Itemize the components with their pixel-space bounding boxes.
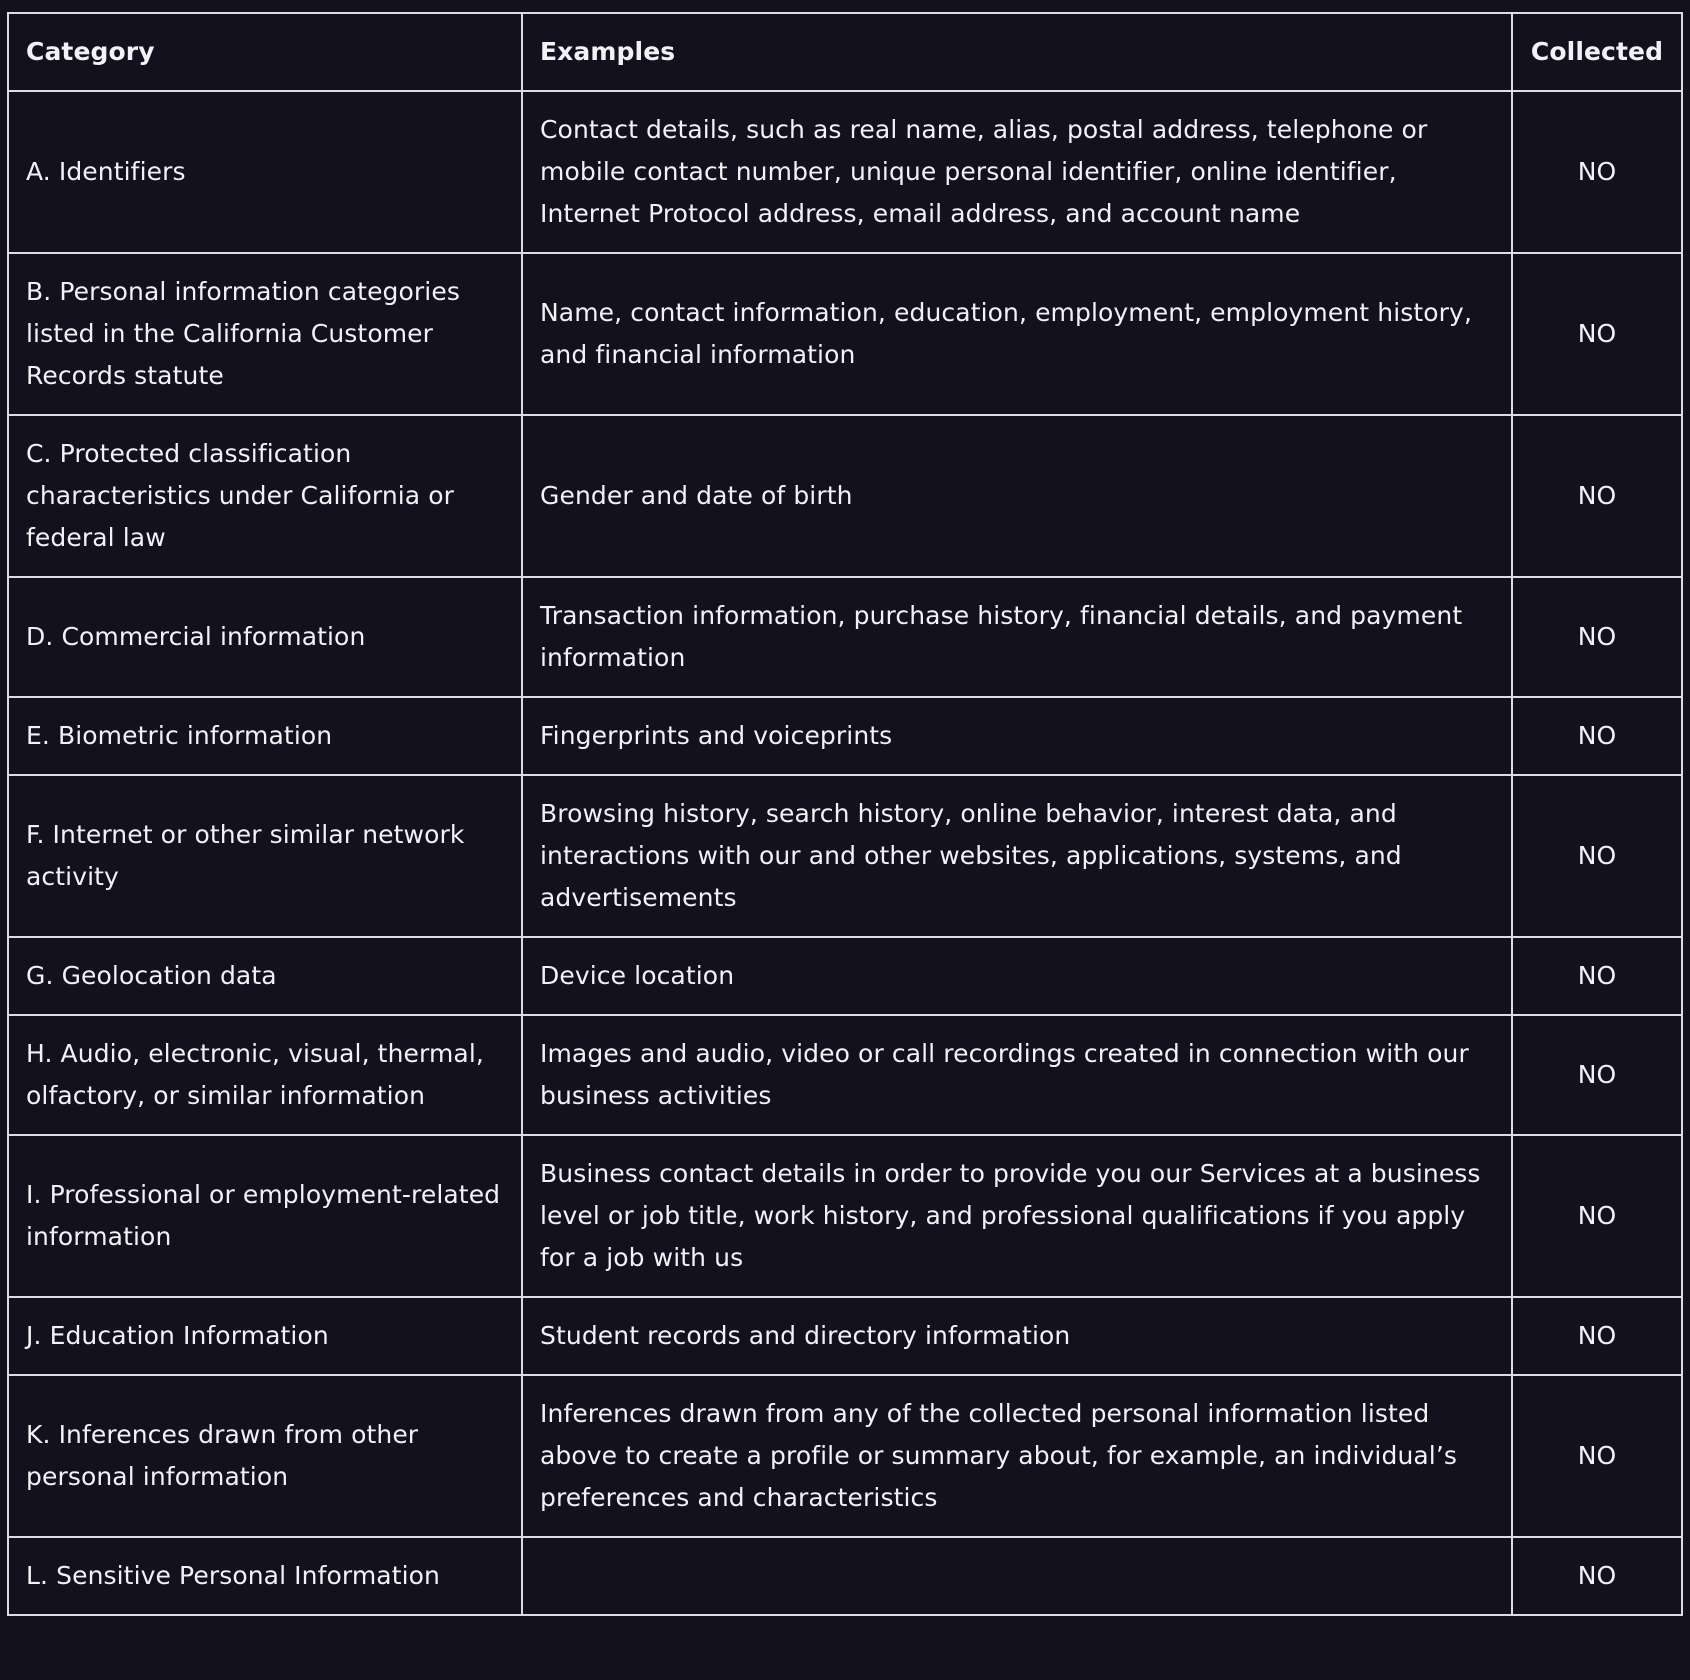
cell-examples: Transaction information, purchase history, financial details, and payment information bbox=[522, 577, 1512, 697]
table-row bbox=[8, 697, 1682, 775]
cell-examples: Student records and directory information bbox=[522, 1297, 1512, 1375]
table-header-row bbox=[8, 13, 1682, 91]
personal-information-table bbox=[7, 12, 1683, 1616]
cell-collected: NO bbox=[1512, 775, 1682, 937]
cell-category: I. Professional or employment-related information bbox=[8, 1135, 522, 1297]
cell-category: G. Geolocation data bbox=[8, 937, 522, 1015]
header-collected: Collected bbox=[1512, 13, 1682, 91]
cell-examples: Gender and date of birth bbox=[522, 415, 1512, 577]
cell-category: E. Biometric information bbox=[8, 697, 522, 775]
table-row bbox=[8, 1537, 1682, 1615]
cell-category: H. Audio, electronic, visual, thermal, olfactory, or similar information bbox=[8, 1015, 522, 1135]
cell-examples: Fingerprints and voiceprints bbox=[522, 697, 1512, 775]
table-row bbox=[8, 775, 1682, 937]
table-row bbox=[8, 91, 1682, 253]
cell-category: A. Identifiers bbox=[8, 91, 522, 253]
cell-category: J. Education Information bbox=[8, 1297, 522, 1375]
cell-category: B. Personal information categories listed in the California Customer Records statute bbox=[8, 253, 522, 415]
cell-collected: NO bbox=[1512, 577, 1682, 697]
cell-category: D. Commercial information bbox=[8, 577, 522, 697]
cell-examples bbox=[522, 1537, 1512, 1615]
cell-collected: NO bbox=[1512, 697, 1682, 775]
table-row bbox=[8, 253, 1682, 415]
table-row bbox=[8, 415, 1682, 577]
table-row bbox=[8, 1015, 1682, 1135]
cell-collected: NO bbox=[1512, 937, 1682, 1015]
cell-collected: NO bbox=[1512, 1015, 1682, 1135]
table-row bbox=[8, 1135, 1682, 1297]
cell-collected: NO bbox=[1512, 1135, 1682, 1297]
cell-category: F. Internet or other similar network activity bbox=[8, 775, 522, 937]
cell-examples: Inferences drawn from any of the collected personal information listed above to create a profile or summary about, for example, an individual’s preferences and characteristics bbox=[522, 1375, 1512, 1537]
cell-category: C. Protected classification characteristics under California or federal law bbox=[8, 415, 522, 577]
cell-examples: Device location bbox=[522, 937, 1512, 1015]
cell-collected: NO bbox=[1512, 1297, 1682, 1375]
cell-collected: NO bbox=[1512, 91, 1682, 253]
table-row bbox=[8, 937, 1682, 1015]
table-row bbox=[8, 1375, 1682, 1537]
cell-examples: Browsing history, search history, online behavior, interest data, and interactions with our and other websites, applications, systems, and advertisements bbox=[522, 775, 1512, 937]
cell-examples: Contact details, such as real name, alias, postal address, telephone or mobile contact number, unique personal identifier, online identifier, Internet Protocol address, email address, and account name bbox=[522, 91, 1512, 253]
cell-collected: NO bbox=[1512, 1537, 1682, 1615]
header-category: Category bbox=[8, 13, 522, 91]
cell-collected: NO bbox=[1512, 253, 1682, 415]
cell-collected: NO bbox=[1512, 415, 1682, 577]
table-row bbox=[8, 1297, 1682, 1375]
table-row bbox=[8, 577, 1682, 697]
cell-examples: Name, contact information, education, employment, employment history, and financial information bbox=[522, 253, 1512, 415]
cell-collected: NO bbox=[1512, 1375, 1682, 1537]
cell-category: L. Sensitive Personal Information bbox=[8, 1537, 522, 1615]
cell-category: K. Inferences drawn from other personal information bbox=[8, 1375, 522, 1537]
cell-examples: Business contact details in order to provide you our Services at a business level or job title, work history, and professional qualifications if you apply for a job with us bbox=[522, 1135, 1512, 1297]
cell-examples: Images and audio, video or call recordings created in connection with our business activities bbox=[522, 1015, 1512, 1135]
header-examples: Examples bbox=[522, 13, 1512, 91]
